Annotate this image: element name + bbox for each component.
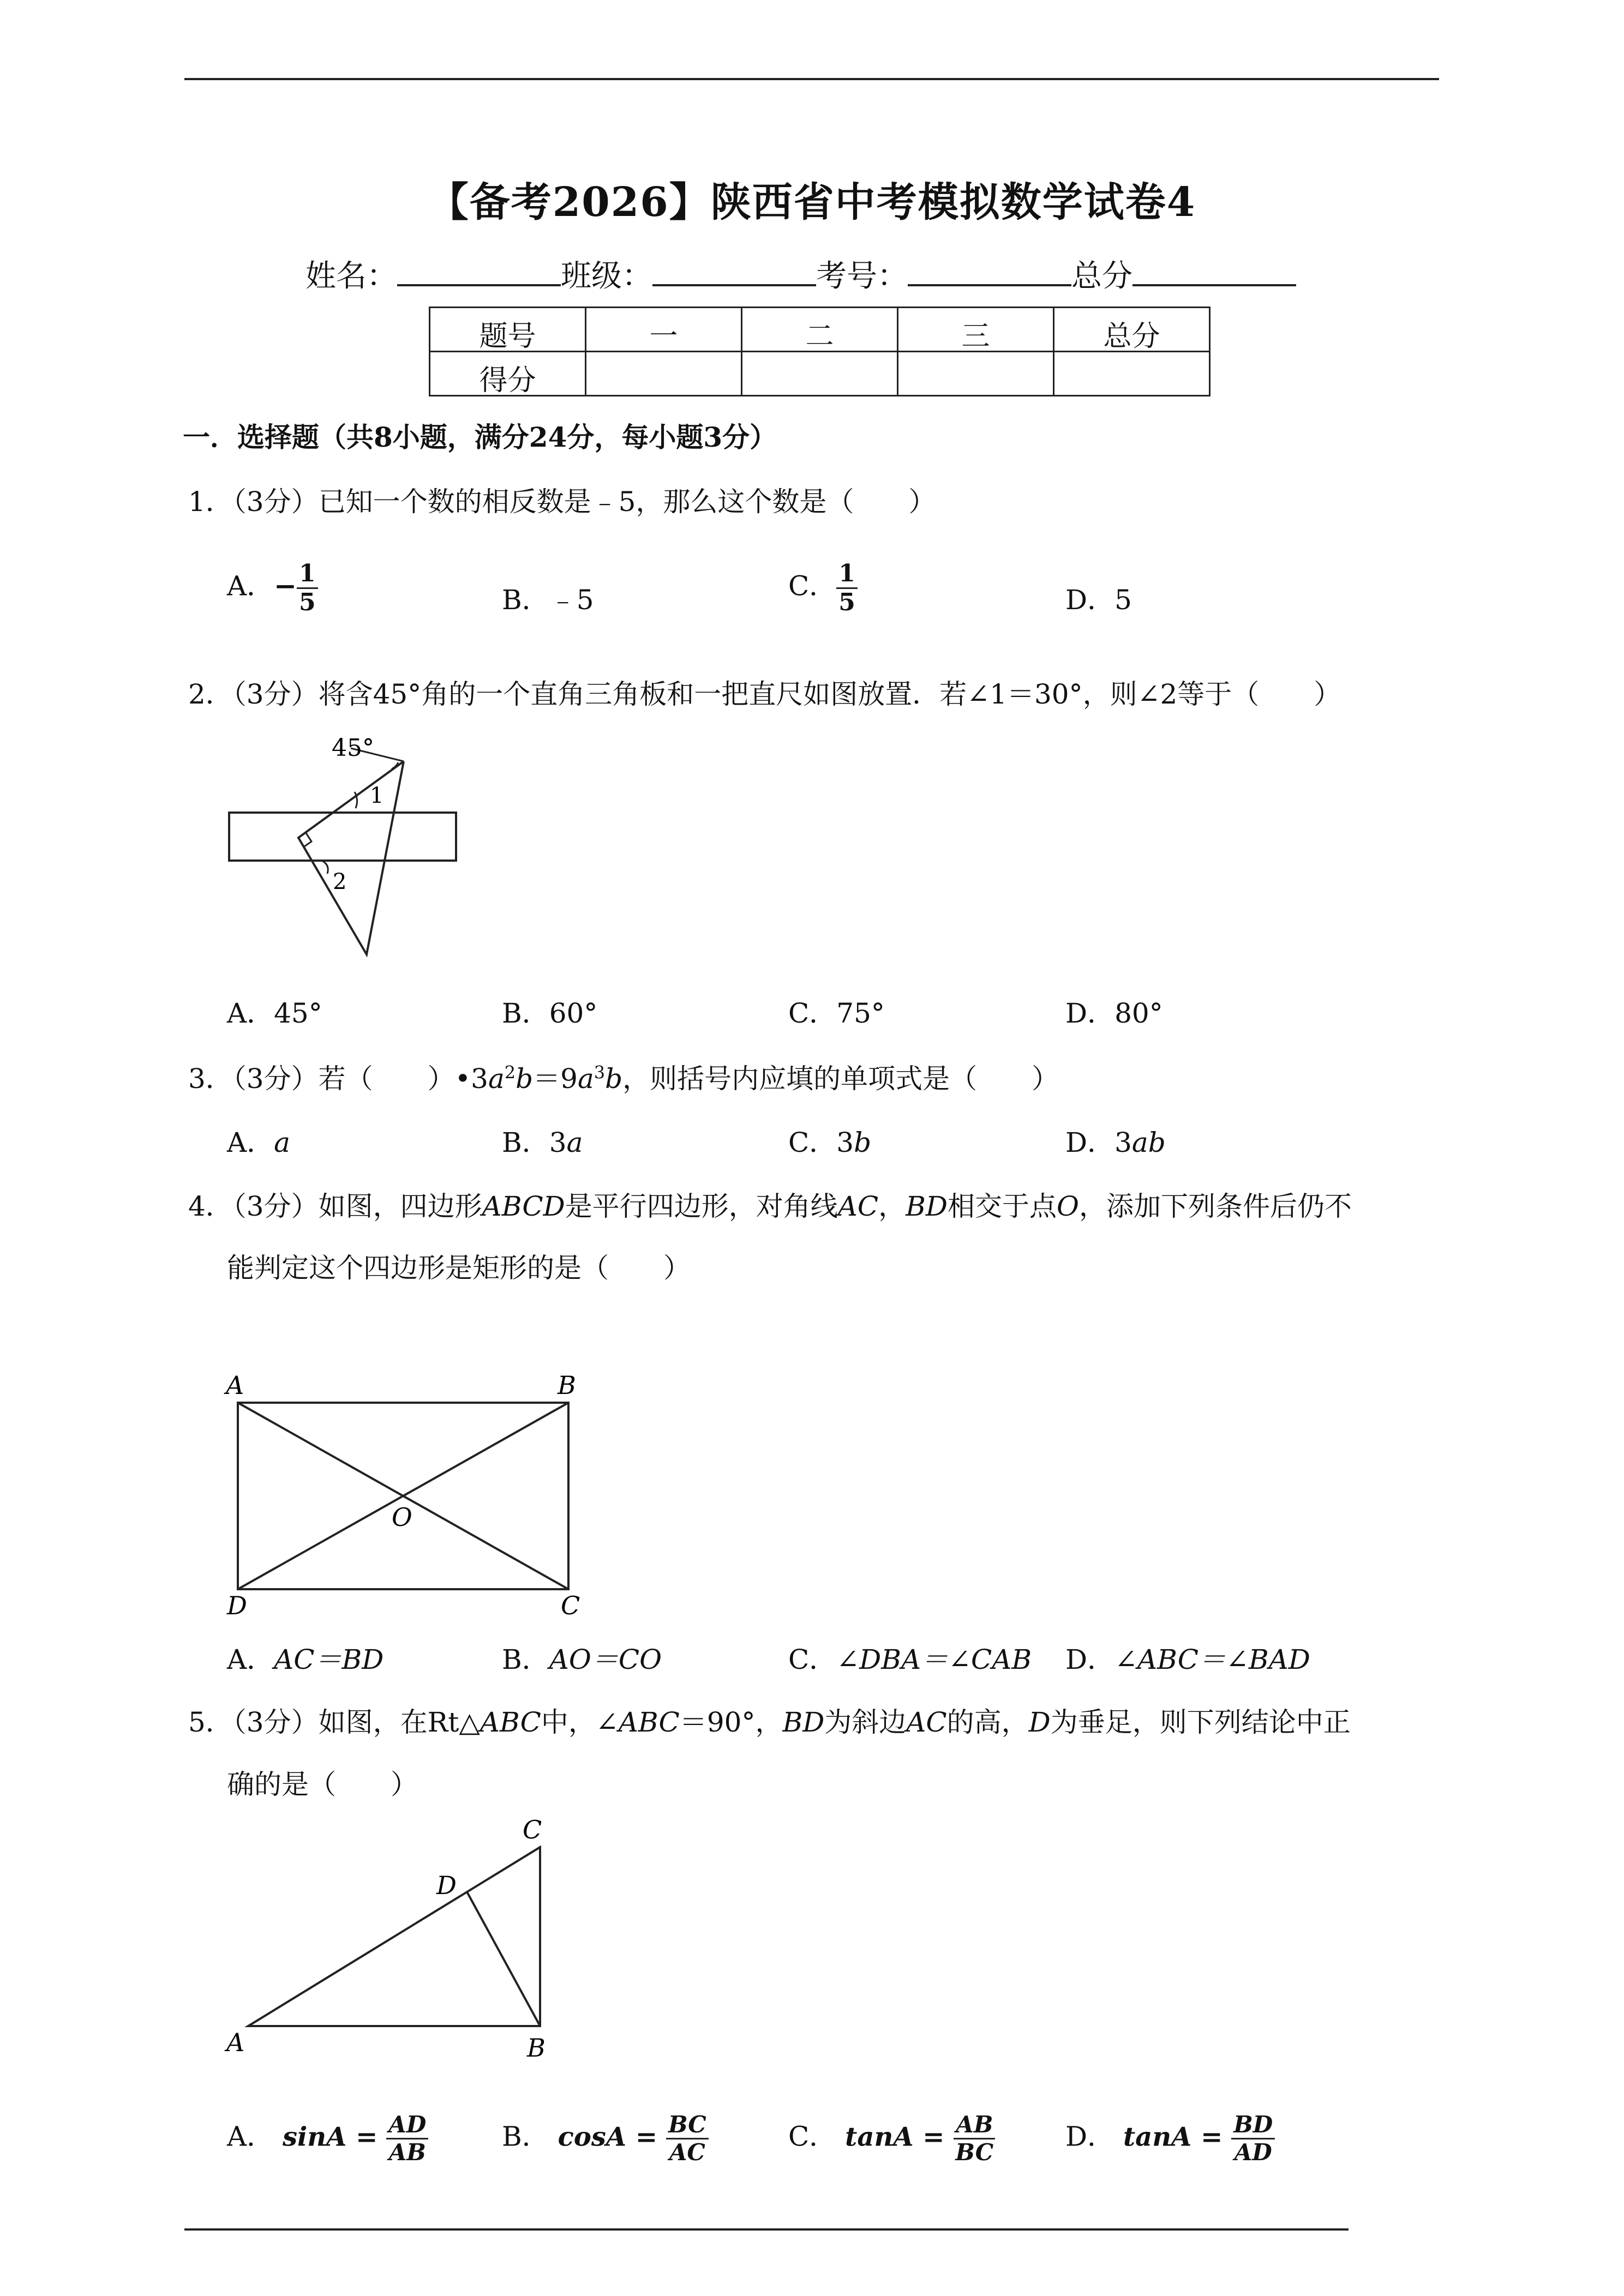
question-5-stem: 5．（3分）如图，在Rt△ABC中，∠ABC＝90°，BD为斜边AC的高，D为垂足，则下列结论中正 xyxy=(188,1706,1351,1738)
right-angle-mark xyxy=(304,832,311,846)
question-5-option-c[interactable]: C． tanA = $\frac{AB}{BC}$ xyxy=(788,2113,996,2164)
question-1-stem: 1．（3分）已知一个数的相反数是﹣5，那么这个数是（ ） xyxy=(188,486,936,518)
score-table-header-row xyxy=(430,308,1210,352)
question-5-option-a[interactable]: A． sinA = $\frac{AD}{AB}$ xyxy=(227,2113,428,2164)
question-3-option-c[interactable]: C．3b xyxy=(788,1127,872,1158)
question-2-figure xyxy=(218,731,469,971)
label-2: 2 xyxy=(333,869,347,894)
vertex-label-c: C xyxy=(561,1591,580,1620)
question-1-option-d[interactable]: D．5 xyxy=(1065,584,1132,616)
minus-sign: − xyxy=(274,569,297,602)
score-table-cell: 一 xyxy=(586,308,742,352)
triangle-shape xyxy=(298,761,404,954)
student-info-line xyxy=(305,252,1296,296)
score-input-cell[interactable] xyxy=(898,352,1054,396)
score-table-cell: 总分 xyxy=(1054,308,1210,352)
score-input-cell[interactable] xyxy=(586,352,742,396)
score-table-cell: 三 xyxy=(898,308,1054,352)
exam-no-label: 考号： xyxy=(816,259,908,294)
ruler-shape xyxy=(229,813,456,861)
score-table-cell: 得分 xyxy=(430,352,586,396)
question-3-option-a[interactable]: A．a xyxy=(227,1127,290,1158)
triangle-abc xyxy=(248,1847,540,2026)
question-1-option-a[interactable]: A．− $\frac{1}{5}$ xyxy=(227,562,318,615)
vertex-label-a: A xyxy=(226,1371,244,1400)
score-table-cell: 题号 xyxy=(430,308,586,352)
question-5-figure xyxy=(218,1808,578,2070)
fraction: $\frac{1}{5}$ xyxy=(836,562,858,615)
question-5-option-d[interactable]: D． tanA = $\frac{BD}{AD}$ xyxy=(1065,2113,1275,2164)
label-45: 45° xyxy=(332,734,374,762)
center-label-o: O xyxy=(392,1502,412,1532)
class-label: 班级： xyxy=(561,259,652,294)
fraction: $\frac{1}{5}$ xyxy=(297,562,318,615)
total-label: 总分 xyxy=(1071,259,1132,294)
vertex-label-b: B xyxy=(558,1371,576,1400)
score-input-cell[interactable] xyxy=(742,352,898,396)
question-2-option-d[interactable]: D．80° xyxy=(1065,997,1163,1029)
question-4-option-b[interactable]: B．AO＝CO xyxy=(502,1644,662,1675)
page-title: 【备考2026】陕西省中考模拟数学试卷4 xyxy=(428,179,1196,226)
question-4-option-c[interactable]: C．∠DBA＝∠CAB xyxy=(788,1644,1032,1675)
total-field[interactable] xyxy=(1132,262,1296,286)
question-3-option-b[interactable]: B．3a xyxy=(502,1127,583,1158)
altitude-bd xyxy=(467,1892,540,2026)
angle-2-arc xyxy=(322,861,328,874)
question-4-stem-line2: 能判定这个四边形是矩形的是（ ） xyxy=(227,1252,691,1284)
vertex-label-b: B xyxy=(527,2033,546,2063)
vertex-label-a: A xyxy=(226,2028,245,2057)
vertex-label-c: C xyxy=(523,1815,542,1844)
question-4-figure xyxy=(218,1363,600,1620)
fraction: $\frac{BC}{AC}$ xyxy=(666,2113,709,2164)
question-3-option-d[interactable]: D．3ab xyxy=(1065,1127,1166,1158)
question-2-option-b[interactable]: B．60° xyxy=(502,997,598,1029)
exam-no-field[interactable] xyxy=(908,262,1071,286)
fraction: $\frac{AD}{AB}$ xyxy=(386,2113,428,2164)
question-2-option-c[interactable]: C．75° xyxy=(788,997,885,1029)
question-1-option-b[interactable]: B．﹣5 xyxy=(502,584,594,616)
question-2-stem: 2．（3分）将含45°角的一个直角三角板和一把直尺如图放置．若∠1＝30°，则∠2等于（ ） xyxy=(188,678,1341,710)
score-table xyxy=(429,306,1210,396)
fraction: $\frac{BD}{AD}$ xyxy=(1231,2113,1275,2164)
score-table-score-row xyxy=(430,352,1210,396)
question-5-stem-line2: 确的是（ ） xyxy=(227,1769,418,1800)
question-4-option-a[interactable]: A．AC＝BD xyxy=(227,1644,384,1675)
label-1: 1 xyxy=(370,783,384,808)
footer-rule xyxy=(184,2228,1349,2231)
question-1-option-c[interactable]: C． $\frac{1}{5}$ xyxy=(788,562,858,615)
score-table-cell: 二 xyxy=(742,308,898,352)
vertex-label-d: D xyxy=(436,1871,457,1900)
question-4-option-d[interactable]: D．∠ABC＝∠BAD xyxy=(1065,1644,1310,1675)
fraction: $\frac{AB}{BC}$ xyxy=(953,2113,996,2164)
question-2-option-a[interactable]: A．45° xyxy=(227,997,322,1029)
question-5-option-b[interactable]: B． cosA = $\frac{BC}{AC}$ xyxy=(502,2113,709,2164)
header-rule xyxy=(184,78,1439,80)
question-4-stem: 4．（3分）如图，四边形ABCD是平行四边形，对角线AC，BD相交于点O，添加下列条件后仍不 xyxy=(188,1191,1352,1222)
vertex-label-d: D xyxy=(227,1591,247,1620)
score-input-cell[interactable] xyxy=(1054,352,1210,396)
name-label: 姓名： xyxy=(305,259,397,294)
question-3-stem: 3．（3分）若（ ）$•3a^2b=9a^3b$，则括号内应填的单项式是（ ） xyxy=(188,1062,1059,1095)
name-field[interactable] xyxy=(397,262,561,286)
class-field[interactable] xyxy=(652,262,816,286)
section-heading: 一．选择题（共8小题，满分24分，每小题3分） xyxy=(183,421,777,453)
